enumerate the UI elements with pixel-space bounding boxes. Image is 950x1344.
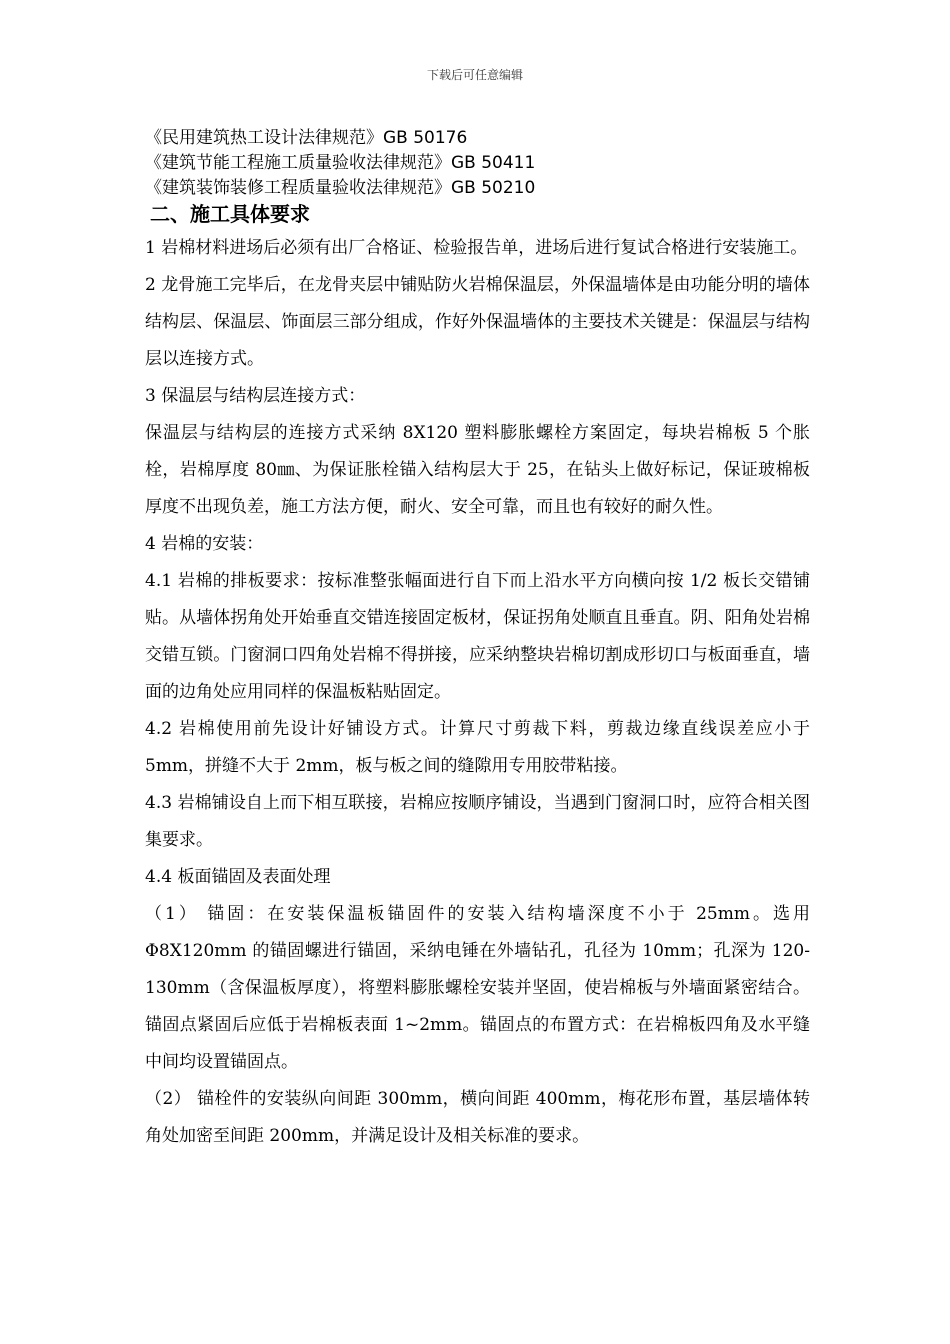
paragraph: 4.2 岩棉使用前先设计好铺设方式。计算尺寸剪裁下料，剪裁边缘直线误差应小于 5mm，拼缝不大于 2mm，板与板之间的缝隙用专用胶带粘接。 — [145, 719, 810, 776]
reference-item: 《民用建筑热工设计法律规范》GB 50176 — [145, 128, 468, 148]
reference-item: 《建筑节能工程施工质量验收法律规范》GB 50411 — [145, 153, 536, 173]
paragraph: （2） 锚栓件的安装纵向间距 300mm，横向间距 400mm，梅花形布置，基层墙体转角处加密至间距 200mm，并满足设计及相关标准的要求。 — [145, 1089, 810, 1146]
paragraph: （1） 锚固：在安装保温板锚固件的安装入结构墙深度不小于 25mm。选用Φ8X120mm 的锚固螺进行锚固，采纳电锤在外墙钻孔，孔径为 10mm；孔深为 120-130mm（含保温板厚度），将塑料膨胀螺栓安装并坚固，使岩棉板与外墙面紧密结合。锚固点紧固后应低于岩棉板表面 1~2mm。锚固点的布置方式：在岩棉板四角及水平缝中间均设置锚固点。 — [145, 904, 810, 1072]
paragraph: 3 保温层与结构层连接方式： — [145, 386, 366, 406]
paragraph: 1 岩棉材料进场后必须有出厂合格证、检验报告单，进场后进行复试合格进行安装施工。 — [145, 238, 808, 258]
paragraph: 4.3 岩棉铺设自上而下相互联接，岩棉应按顺序铺设，当遇到门窗洞口时，应符合相关图集要求。 — [145, 793, 810, 850]
reference-item: 《建筑装饰装修工程质量验收法律规范》GB 50210 — [145, 178, 536, 198]
reference-list — [145, 126, 845, 201]
paragraph: 4 岩棉的安装： — [145, 534, 264, 554]
section-title: 二、施工具体要求 — [150, 202, 310, 226]
document-body — [145, 230, 810, 1155]
page-header-note: 下载后可任意编辑 — [426, 68, 523, 82]
paragraph: 4.1 岩棉的排板要求：按标准整张幅面进行自下而上沿水平方向横向按 1/2 板长交错铺贴。从墙体拐角处开始垂直交错连接固定板材，保证拐角处顺直且垂直。阴、阳角处岩棉交错互锁。门窗洞口四角处岩棉不得拼接，应采纳整块岩棉切割成形切口与板面垂直，墙面的边角处应用同样的保温板粘贴固定。 — [145, 571, 810, 702]
paragraph: 2 龙骨施工完毕后，在龙骨夹层中铺贴防火岩棉保温层，外保温墙体是由功能分明的墙体结构层、保温层、饰面层三部分组成，作好外保温墙体的主要技术关键是：保温层与结构层以连接方式。 — [145, 275, 810, 369]
paragraph: 保温层与结构层的连接方式采纳 8X120 塑料膨胀螺栓方案固定，每块岩棉板 5 个胀栓，岩棉厚度 80㎜、为保证胀栓锚入结构层大于 25，在钻头上做好标记，保证玻棉板厚度不出现负差，施工方法方便，耐火、安全可靠，而且也有较好的耐久性。 — [145, 423, 810, 517]
paragraph: 4.4 板面锚固及表面处理 — [145, 867, 331, 887]
